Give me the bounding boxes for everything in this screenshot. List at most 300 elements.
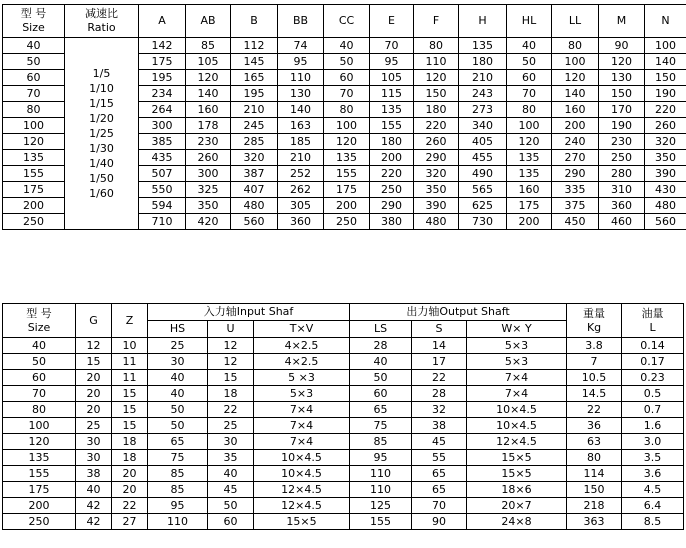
- spec-cell: 12: [76, 338, 112, 354]
- spec-cell: 7×4: [467, 370, 567, 386]
- dimension-cell: 200: [552, 118, 599, 134]
- dimension-cell: 220: [414, 118, 459, 134]
- spec-cell: 5×3: [467, 338, 567, 354]
- dimension-cell: 120: [599, 54, 645, 70]
- spec-cell: 95: [350, 450, 412, 466]
- dimension-cell: 210: [459, 70, 507, 86]
- spec-cell: 3.0: [622, 434, 684, 450]
- dimension-cell: 90: [599, 38, 645, 54]
- spec-cell: 155: [350, 514, 412, 530]
- spec-cell: 6.4: [622, 498, 684, 514]
- dimension-cell: 273: [459, 102, 507, 118]
- col-header-bb: BB: [278, 5, 324, 38]
- dimension-cell: 360: [278, 214, 324, 230]
- spec-cell: 150: [567, 482, 622, 498]
- spec-cell: 55: [412, 450, 467, 466]
- table-header-row-1: [3, 304, 684, 321]
- dimension-cell: 243: [459, 86, 507, 102]
- spec-cell: 15: [112, 402, 148, 418]
- spec-cell: 11: [112, 354, 148, 370]
- dimension-cell: 250: [324, 214, 370, 230]
- size-cell: 250: [3, 214, 65, 230]
- dimension-cell: 290: [370, 198, 414, 214]
- dimension-cell: 320: [414, 166, 459, 182]
- dimension-cell: 175: [139, 54, 186, 70]
- spec-cell: 7: [567, 354, 622, 370]
- col-header-m: M: [599, 5, 645, 38]
- dimension-cell: 480: [645, 198, 686, 214]
- spec-cell: 7×4: [467, 386, 567, 402]
- dimension-cell: 135: [459, 38, 507, 54]
- dimension-cell: 155: [370, 118, 414, 134]
- shaft-table-body: [3, 304, 684, 530]
- dimension-cell: 100: [552, 54, 599, 70]
- size-cell: 80: [3, 402, 76, 418]
- spec-cell: 15×5: [467, 466, 567, 482]
- dimension-cell: 340: [459, 118, 507, 134]
- col-header-ab: AB: [186, 5, 231, 38]
- dimension-cell: 375: [552, 198, 599, 214]
- spec-cell: 40: [148, 370, 208, 386]
- size-cell: 200: [3, 198, 65, 214]
- output-shaft-header: 出力轴Output Shaft: [350, 304, 567, 321]
- size-header-en: Size: [27, 320, 51, 334]
- spec-cell: 110: [350, 466, 412, 482]
- weight-header-cn: 重量: [583, 306, 606, 320]
- size-cell: 200: [3, 498, 76, 514]
- dimension-cell: 350: [645, 150, 686, 166]
- spec-cell: 38: [412, 418, 467, 434]
- spec-cell: 35: [208, 450, 254, 466]
- ratio-header-en: Ratio: [87, 21, 116, 34]
- dimension-cell: 300: [186, 166, 231, 182]
- dimension-cell: 350: [414, 182, 459, 198]
- dimension-cell: 165: [231, 70, 278, 86]
- spec-cell: 4×2.5: [254, 338, 350, 354]
- spec-cell: 32: [412, 402, 467, 418]
- dimension-cell: 200: [507, 214, 552, 230]
- dimension-cell: 110: [414, 54, 459, 70]
- weight-header: [567, 304, 622, 338]
- spec-cell: 40: [350, 354, 412, 370]
- table-row: [3, 402, 684, 418]
- spec-cell: 10: [112, 338, 148, 354]
- dimension-cell: 160: [507, 182, 552, 198]
- spec-cell: 363: [567, 514, 622, 530]
- spec-cell: 45: [412, 434, 467, 450]
- spec-cell: 30: [208, 434, 254, 450]
- spec-cell: 25: [208, 418, 254, 434]
- table-row: [3, 482, 684, 498]
- spec-cell: 18: [208, 386, 254, 402]
- table-row: [3, 434, 684, 450]
- spec-cell: 0.23: [622, 370, 684, 386]
- spec-cell: 15: [76, 354, 112, 370]
- ratio-value: 1/5: [92, 67, 111, 80]
- dimension-cell: 185: [278, 134, 324, 150]
- dimension-cell: 170: [599, 102, 645, 118]
- spec-cell: 11: [112, 370, 148, 386]
- spec-cell: 218: [567, 498, 622, 514]
- spec-cell: 3.5: [622, 450, 684, 466]
- spec-cell: 5 ×3: [254, 370, 350, 386]
- dimension-cell: 200: [370, 150, 414, 166]
- dimension-cell: 264: [139, 102, 186, 118]
- dimension-cell: 80: [552, 38, 599, 54]
- spec-cell: 95: [148, 498, 208, 514]
- ratio-header: [65, 5, 139, 38]
- dimension-cell: 407: [231, 182, 278, 198]
- dimension-table-body: [3, 5, 686, 230]
- dimension-cell: 290: [414, 150, 459, 166]
- u-header: U: [208, 321, 254, 338]
- dimension-cell: 163: [278, 118, 324, 134]
- spec-cell: 15: [112, 386, 148, 402]
- size-cell: 175: [3, 182, 65, 198]
- spec-cell: 90: [412, 514, 467, 530]
- dimension-cell: 234: [139, 86, 186, 102]
- ratio-value: 1/20: [89, 112, 114, 125]
- spec-cell: 0.14: [622, 338, 684, 354]
- table-row: [3, 498, 684, 514]
- size-cell: 50: [3, 354, 76, 370]
- size-cell: 40: [3, 38, 65, 54]
- dimension-cell: 150: [599, 86, 645, 102]
- spec-cell: 18: [112, 450, 148, 466]
- oil-header-cn: 油量: [641, 306, 664, 320]
- spec-cell: 18×6: [467, 482, 567, 498]
- dimension-cell: 175: [507, 198, 552, 214]
- size-cell: 135: [3, 450, 76, 466]
- spec-cell: 30: [76, 450, 112, 466]
- dimension-cell: 594: [139, 198, 186, 214]
- col-header-b: B: [231, 5, 278, 38]
- dimension-cell: 140: [186, 86, 231, 102]
- size-cell: 70: [3, 86, 65, 102]
- spec-cell: 1.6: [622, 418, 684, 434]
- size-cell: 60: [3, 70, 65, 86]
- dimension-cell: 252: [278, 166, 324, 182]
- spec-cell: 20: [76, 386, 112, 402]
- dimension-cell: 135: [370, 102, 414, 118]
- col-header-e: E: [370, 5, 414, 38]
- spec-cell: 7×4: [254, 418, 350, 434]
- hs-header: HS: [148, 321, 208, 338]
- spec-cell: 12×4.5: [254, 482, 350, 498]
- dimension-cell: 390: [645, 166, 686, 182]
- dimension-cell: 120: [414, 70, 459, 86]
- spec-cell: 14: [412, 338, 467, 354]
- ratio-value: 1/10: [89, 82, 114, 95]
- dimension-cell: 405: [459, 134, 507, 150]
- size-header: [3, 5, 65, 38]
- dimension-cell: 270: [552, 150, 599, 166]
- table-row: [3, 386, 684, 402]
- dimension-cell: 262: [278, 182, 324, 198]
- spec-cell: 85: [148, 482, 208, 498]
- dimension-cell: 180: [370, 134, 414, 150]
- col-header-a: A: [139, 5, 186, 38]
- dimension-cell: 550: [139, 182, 186, 198]
- spec-cell: 20: [112, 482, 148, 498]
- col-header-f: F: [414, 5, 459, 38]
- ratio-value: 1/15: [89, 97, 114, 110]
- table-row: [3, 514, 684, 530]
- dimension-cell: 130: [278, 86, 324, 102]
- dimension-cell: 135: [324, 150, 370, 166]
- table-row: [3, 338, 684, 354]
- dimension-cell: 385: [139, 134, 186, 150]
- dimension-cell: 85: [186, 38, 231, 54]
- ratio-value: 1/30: [89, 142, 114, 155]
- dimension-cell: 300: [139, 118, 186, 134]
- dimension-cell: 100: [507, 118, 552, 134]
- ratio-value: 1/60: [89, 187, 114, 200]
- dimension-cell: 60: [324, 70, 370, 86]
- dimension-cell: 135: [507, 166, 552, 182]
- dimension-cell: 130: [599, 70, 645, 86]
- spec-cell: 42: [76, 514, 112, 530]
- size-cell: 175: [3, 482, 76, 498]
- spec-cell: 110: [148, 514, 208, 530]
- spec-cell: 22: [208, 402, 254, 418]
- input-shaft-header: 入力轴Input Shaf: [148, 304, 350, 321]
- dimension-cell: 178: [186, 118, 231, 134]
- spec-cell: 10×4.5: [254, 466, 350, 482]
- dimension-cell: 145: [231, 54, 278, 70]
- spec-cell: 15×5: [467, 450, 567, 466]
- wxy-header: W× Y: [467, 321, 567, 338]
- spec-cell: 20×7: [467, 498, 567, 514]
- dimension-cell: 285: [231, 134, 278, 150]
- dimension-cell: 140: [645, 54, 686, 70]
- spec-cell: 40: [208, 466, 254, 482]
- dimension-cell: 155: [324, 166, 370, 182]
- spec-cell: 8.5: [622, 514, 684, 530]
- spec-cell: 10×4.5: [467, 418, 567, 434]
- spec-cell: 28: [412, 386, 467, 402]
- dimension-cell: 350: [186, 198, 231, 214]
- dimension-cell: 710: [139, 214, 186, 230]
- dimension-cell: 190: [599, 118, 645, 134]
- dimension-cell: 120: [552, 70, 599, 86]
- dimension-cell: 260: [645, 118, 686, 134]
- z-header: Z: [112, 304, 148, 338]
- spec-cell: 50: [208, 498, 254, 514]
- dimension-cell: 180: [459, 54, 507, 70]
- table-row: [3, 466, 684, 482]
- dimension-cell: 455: [459, 150, 507, 166]
- spec-cell: 0.17: [622, 354, 684, 370]
- spec-cell: 20: [76, 370, 112, 386]
- dimension-cell: 120: [186, 70, 231, 86]
- spec-cell: 25: [148, 338, 208, 354]
- dimension-cell: 480: [414, 214, 459, 230]
- spec-cell: 50: [148, 402, 208, 418]
- size-cell: 120: [3, 134, 65, 150]
- dimension-cell: 245: [231, 118, 278, 134]
- dimension-cell: 490: [459, 166, 507, 182]
- dimension-cell: 565: [459, 182, 507, 198]
- spec-cell: 3.8: [567, 338, 622, 354]
- dimension-cell: 50: [507, 54, 552, 70]
- dimension-cell: 112: [231, 38, 278, 54]
- ratio-value: 1/50: [89, 172, 114, 185]
- dimension-cell: 100: [645, 38, 686, 54]
- size-cell: 135: [3, 150, 65, 166]
- table-row: [3, 354, 684, 370]
- spec-cell: 110: [350, 482, 412, 498]
- dimension-cell: 210: [231, 102, 278, 118]
- s-header: S: [412, 321, 467, 338]
- size-cell: 155: [3, 166, 65, 182]
- dimension-cell: 450: [552, 214, 599, 230]
- spec-cell: 50: [350, 370, 412, 386]
- dimension-cell: 175: [324, 182, 370, 198]
- table-row: [3, 38, 686, 54]
- spec-cell: 15: [112, 418, 148, 434]
- table-row: [3, 450, 684, 466]
- spec-cell: 65: [412, 482, 467, 498]
- spec-cell: 30: [148, 354, 208, 370]
- dimension-cell: 390: [414, 198, 459, 214]
- dimension-cell: 507: [139, 166, 186, 182]
- dimension-cell: 80: [414, 38, 459, 54]
- spec-cell: 70: [412, 498, 467, 514]
- size-cell: 70: [3, 386, 76, 402]
- g-header: G: [76, 304, 112, 338]
- dimension-cell: 460: [599, 214, 645, 230]
- size-cell: 40: [3, 338, 76, 354]
- oil-header-en: L: [649, 320, 656, 334]
- spec-cell: 15: [208, 370, 254, 386]
- dimension-cell: 160: [552, 102, 599, 118]
- ls-header: LS: [350, 321, 412, 338]
- dimension-cell: 380: [370, 214, 414, 230]
- dimension-cell: 140: [278, 102, 324, 118]
- size-cell: 100: [3, 118, 65, 134]
- dimension-cell: 40: [324, 38, 370, 54]
- dimension-cell: 115: [370, 86, 414, 102]
- spec-cell: 25: [76, 418, 112, 434]
- spec-cell: 0.5: [622, 386, 684, 402]
- dimension-cell: 135: [507, 150, 552, 166]
- dimension-cell: 140: [552, 86, 599, 102]
- spec-cell: 75: [350, 418, 412, 434]
- dimension-cell: 80: [507, 102, 552, 118]
- spec-cell: 85: [350, 434, 412, 450]
- spec-cell: 12×4.5: [254, 498, 350, 514]
- dimension-cell: 195: [139, 70, 186, 86]
- dimension-cell: 100: [324, 118, 370, 134]
- dimension-cell: 430: [645, 182, 686, 198]
- dimension-cell: 560: [645, 214, 686, 230]
- txv-header: T×V: [254, 321, 350, 338]
- spec-cell: 38: [76, 466, 112, 482]
- spec-cell: 65: [412, 466, 467, 482]
- spec-cell: 28: [350, 338, 412, 354]
- dimension-cell: 310: [599, 182, 645, 198]
- spec-cell: 36: [567, 418, 622, 434]
- dimension-cell: 560: [231, 214, 278, 230]
- spec-cell: 4.5: [622, 482, 684, 498]
- size-header-cn: 型 号: [20, 7, 47, 20]
- spec-cell: 85: [148, 466, 208, 482]
- size-cell: 60: [3, 370, 76, 386]
- spec-cell: 30: [76, 434, 112, 450]
- spec-cell: 10.5: [567, 370, 622, 386]
- dimension-cell: 95: [370, 54, 414, 70]
- col-header-cc: CC: [324, 5, 370, 38]
- dimension-cell: 40: [507, 38, 552, 54]
- dimension-cell: 290: [552, 166, 599, 182]
- spec-cell: 65: [350, 402, 412, 418]
- spec-cell: 125: [350, 498, 412, 514]
- size-cell: 50: [3, 54, 65, 70]
- dimension-cell: 260: [186, 150, 231, 166]
- dimension-cell: 230: [186, 134, 231, 150]
- dimension-cell: 50: [324, 54, 370, 70]
- dimension-cell: 250: [370, 182, 414, 198]
- dimension-cell: 435: [139, 150, 186, 166]
- ratio-list-cell: [65, 38, 139, 230]
- dimension-cell: 420: [186, 214, 231, 230]
- spec-cell: 60: [350, 386, 412, 402]
- dimension-cell: 305: [278, 198, 324, 214]
- dimension-cell: 360: [599, 198, 645, 214]
- ratio-value: 1/25: [89, 127, 114, 140]
- oil-header: [622, 304, 684, 338]
- size-cell: 250: [3, 514, 76, 530]
- dimension-cell: 74: [278, 38, 324, 54]
- dimension-cell: 105: [186, 54, 231, 70]
- spec-cell: 12: [208, 338, 254, 354]
- dimension-cell: 220: [645, 102, 686, 118]
- size-cell: 155: [3, 466, 76, 482]
- spec-cell: 0.7: [622, 402, 684, 418]
- dimension-cell: 195: [231, 86, 278, 102]
- spec-cell: 20: [112, 466, 148, 482]
- spec-cell: 10×4.5: [467, 402, 567, 418]
- spec-cell: 7×4: [254, 402, 350, 418]
- spec-cell: 40: [148, 386, 208, 402]
- dimension-cell: 210: [278, 150, 324, 166]
- col-header-ll: LL: [552, 5, 599, 38]
- dimension-cell: 120: [507, 134, 552, 150]
- dimension-cell: 110: [278, 70, 324, 86]
- spec-cell: 20: [76, 402, 112, 418]
- dimension-cell: 80: [324, 102, 370, 118]
- dimension-cell: 250: [599, 150, 645, 166]
- table-header-row: [3, 5, 686, 38]
- spec-cell: 7×4: [254, 434, 350, 450]
- spec-cell: 42: [76, 498, 112, 514]
- dimension-cell: 180: [414, 102, 459, 118]
- spec-cell: 27: [112, 514, 148, 530]
- spec-cell: 22: [567, 402, 622, 418]
- spec-cell: 17: [412, 354, 467, 370]
- size-cell: 120: [3, 434, 76, 450]
- dimension-cell: 105: [370, 70, 414, 86]
- size-header-en: Size: [22, 21, 45, 34]
- dimension-cell: 260: [414, 134, 459, 150]
- spec-cell: 80: [567, 450, 622, 466]
- shaft-table: [2, 303, 684, 530]
- dimension-table: [2, 4, 686, 230]
- spec-cell: 3.6: [622, 466, 684, 482]
- dimension-cell: 120: [324, 134, 370, 150]
- spec-cell: 18: [112, 434, 148, 450]
